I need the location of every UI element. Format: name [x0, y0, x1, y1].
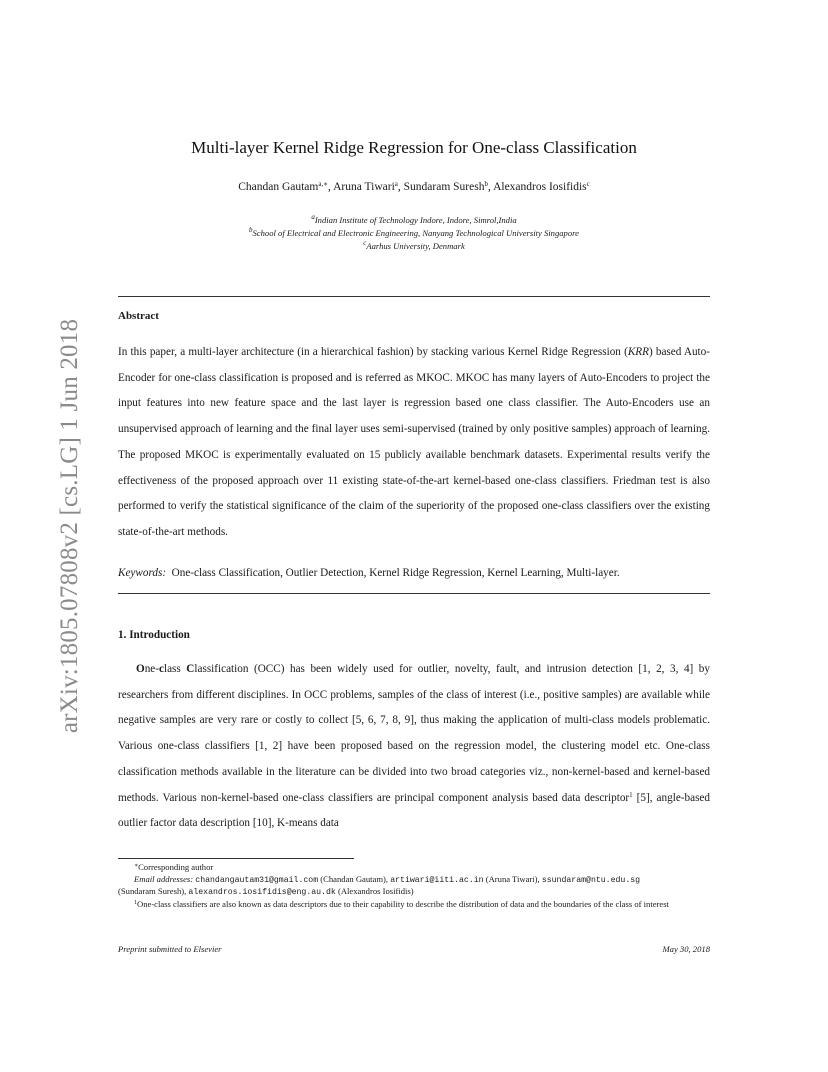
- affil-mark: a: [311, 213, 315, 221]
- arxiv-side-stamp: arXiv:1805.07808v2 [cs.LG] 1 Jun 2018: [56, 318, 83, 734]
- email-link[interactable]: chandangautam31@gmail.com: [195, 875, 319, 885]
- introduction-paragraph: [118, 657, 710, 837]
- footnote-text: Corresponding author: [138, 862, 214, 872]
- email-owner: (Sundaram Suresh),: [118, 886, 189, 897]
- footnote-corresponding: [118, 862, 710, 874]
- author-list: [118, 181, 710, 193]
- keywords: [118, 567, 710, 579]
- paper-title: Multi-layer Kernel Ridge Regression for One-class Classification: [191, 138, 637, 157]
- affiliation-c: [118, 241, 710, 251]
- email-label: Email addresses:: [134, 873, 194, 884]
- abstract-krr: KRR: [627, 346, 649, 358]
- author-affil-mark: a: [394, 180, 398, 188]
- author-separator: ,: [328, 181, 334, 193]
- intro-text: C: [186, 663, 195, 675]
- keywords-label: Keywords:: [118, 567, 167, 579]
- intro-text: O: [136, 663, 145, 675]
- abstract-text: In this paper, a multi-layer architecture (in a hierarchical fashion) by stacking various Kernel Ridge Regression (: [118, 346, 628, 358]
- footer-date: May 30, 2018: [662, 944, 710, 954]
- affil-mark: b: [248, 226, 253, 234]
- footnote-mark: ∗: [134, 863, 139, 869]
- email-link[interactable]: artiwari@iiti.ac.in: [390, 875, 484, 885]
- footnote-1: [118, 899, 710, 911]
- footnotes: [118, 862, 710, 910]
- email-owner: (Alexandros Iosifidis): [335, 886, 414, 897]
- abstract-top-rule: [118, 296, 710, 297]
- intro-text: lassification (OCC) has been widely used for outlier, novelty, fault, and intrusion detection [1, 2, 3, 4] by researchers from different disciplines. In OCC problems, samples of the class of interest (i.e., positive samples) are available while negative samples are very rare or costly to collect [5, 6, 7, 8, 9], thus making the application of multi-class models problematic. Various one-class classifiers [1, 2] have been proposed based on the regression model, the clustering model etc. One-class classification methods available in the literature can be divided into two broad categories viz., non-kernel-based and kernel-based methods. Various non-kernel-based one-class classifiers are principal component analysis based data descriptor: [118, 663, 710, 804]
- footnote-text: One-class classifiers are also known as data descriptors due to their capability to describe the distribution of data and the boundaries of the class of interest: [137, 898, 669, 909]
- email-link[interactable]: alexandros.iosifidis@eng.au.dk: [188, 888, 336, 898]
- affiliation-a: [118, 215, 710, 225]
- author-affil-mark: b: [484, 180, 488, 188]
- footer-preprint-note: Preprint submitted to Elsevier: [118, 944, 222, 954]
- author-name: Sundaram Suresh: [403, 181, 485, 193]
- abstract-body: [118, 340, 710, 546]
- author-affil-mark: a,∗: [318, 180, 328, 188]
- author-name: Aruna Tiwari: [333, 181, 395, 193]
- footnote-ref[interactable]: 1: [629, 790, 633, 799]
- intro-text: ne-: [144, 663, 159, 675]
- intro-text: lass: [163, 663, 187, 675]
- footnote-mark: 1: [134, 899, 137, 906]
- footnote-rule: [118, 858, 354, 859]
- email-link[interactable]: ssundaram@ntu.edu.sg: [541, 875, 641, 885]
- email-owner: (Aruna Tiwari),: [483, 873, 542, 884]
- footnote-emails: [118, 874, 710, 887]
- author-separator: ,: [487, 181, 494, 193]
- author-separator: ,: [397, 181, 404, 193]
- section-heading-introduction: 1. Introduction: [118, 629, 190, 641]
- affil-text: School of Electrical and Electronic Engineering, Nanyang Technological University Singapore: [252, 228, 579, 238]
- affiliation-b: [118, 228, 710, 238]
- intro-text: c: [159, 663, 164, 675]
- email-owner: (Chandan Gautam),: [318, 873, 391, 884]
- abstract-bottom-rule: [118, 593, 710, 594]
- abstract-text: ) based Auto-Encoder for one-class classification is proposed and is referred as MKOC. MKOC has many layers of Auto-Encoders to project the input features into new feature space and the last layer is regression based one class classifier. The Auto-Encoders use an unsupervised approach of learning and the final layer uses semi-supervised (trained by only positive samples) approach of learning. The proposed MKOC is experimentally evaluated on 15 publicly available benchmark datasets. Experimental results verify the effectiveness of the proposed approach over 11 existing state-of-the-art kernel-based one-class classifiers. Friedman test is also performed to verify the statistical significance of the claim of the superiority of the proposed one-class classifiers over the existing state-of-the-art methods.: [118, 346, 710, 538]
- affil-mark: c: [363, 239, 367, 247]
- intro-text: [5], angle-based outlier factor data description [10], K-means data: [118, 791, 710, 830]
- affil-text: Aarhus University, Denmark: [366, 241, 465, 251]
- author-name: Chandan Gautam: [238, 181, 319, 193]
- abstract-heading: Abstract: [118, 310, 159, 322]
- keywords-text: One-class Classification, Outlier Detection, Kernel Ridge Regression, Kernel Learning, Multi-layer.: [171, 567, 620, 579]
- author-name: Alexandros Iosifidis: [493, 181, 587, 193]
- footnote-emails-cont: [118, 886, 710, 899]
- author-affil-mark: c: [586, 180, 590, 188]
- affil-text: Indian Institute of Technology Indore, Indore, Simrol,India: [314, 215, 517, 225]
